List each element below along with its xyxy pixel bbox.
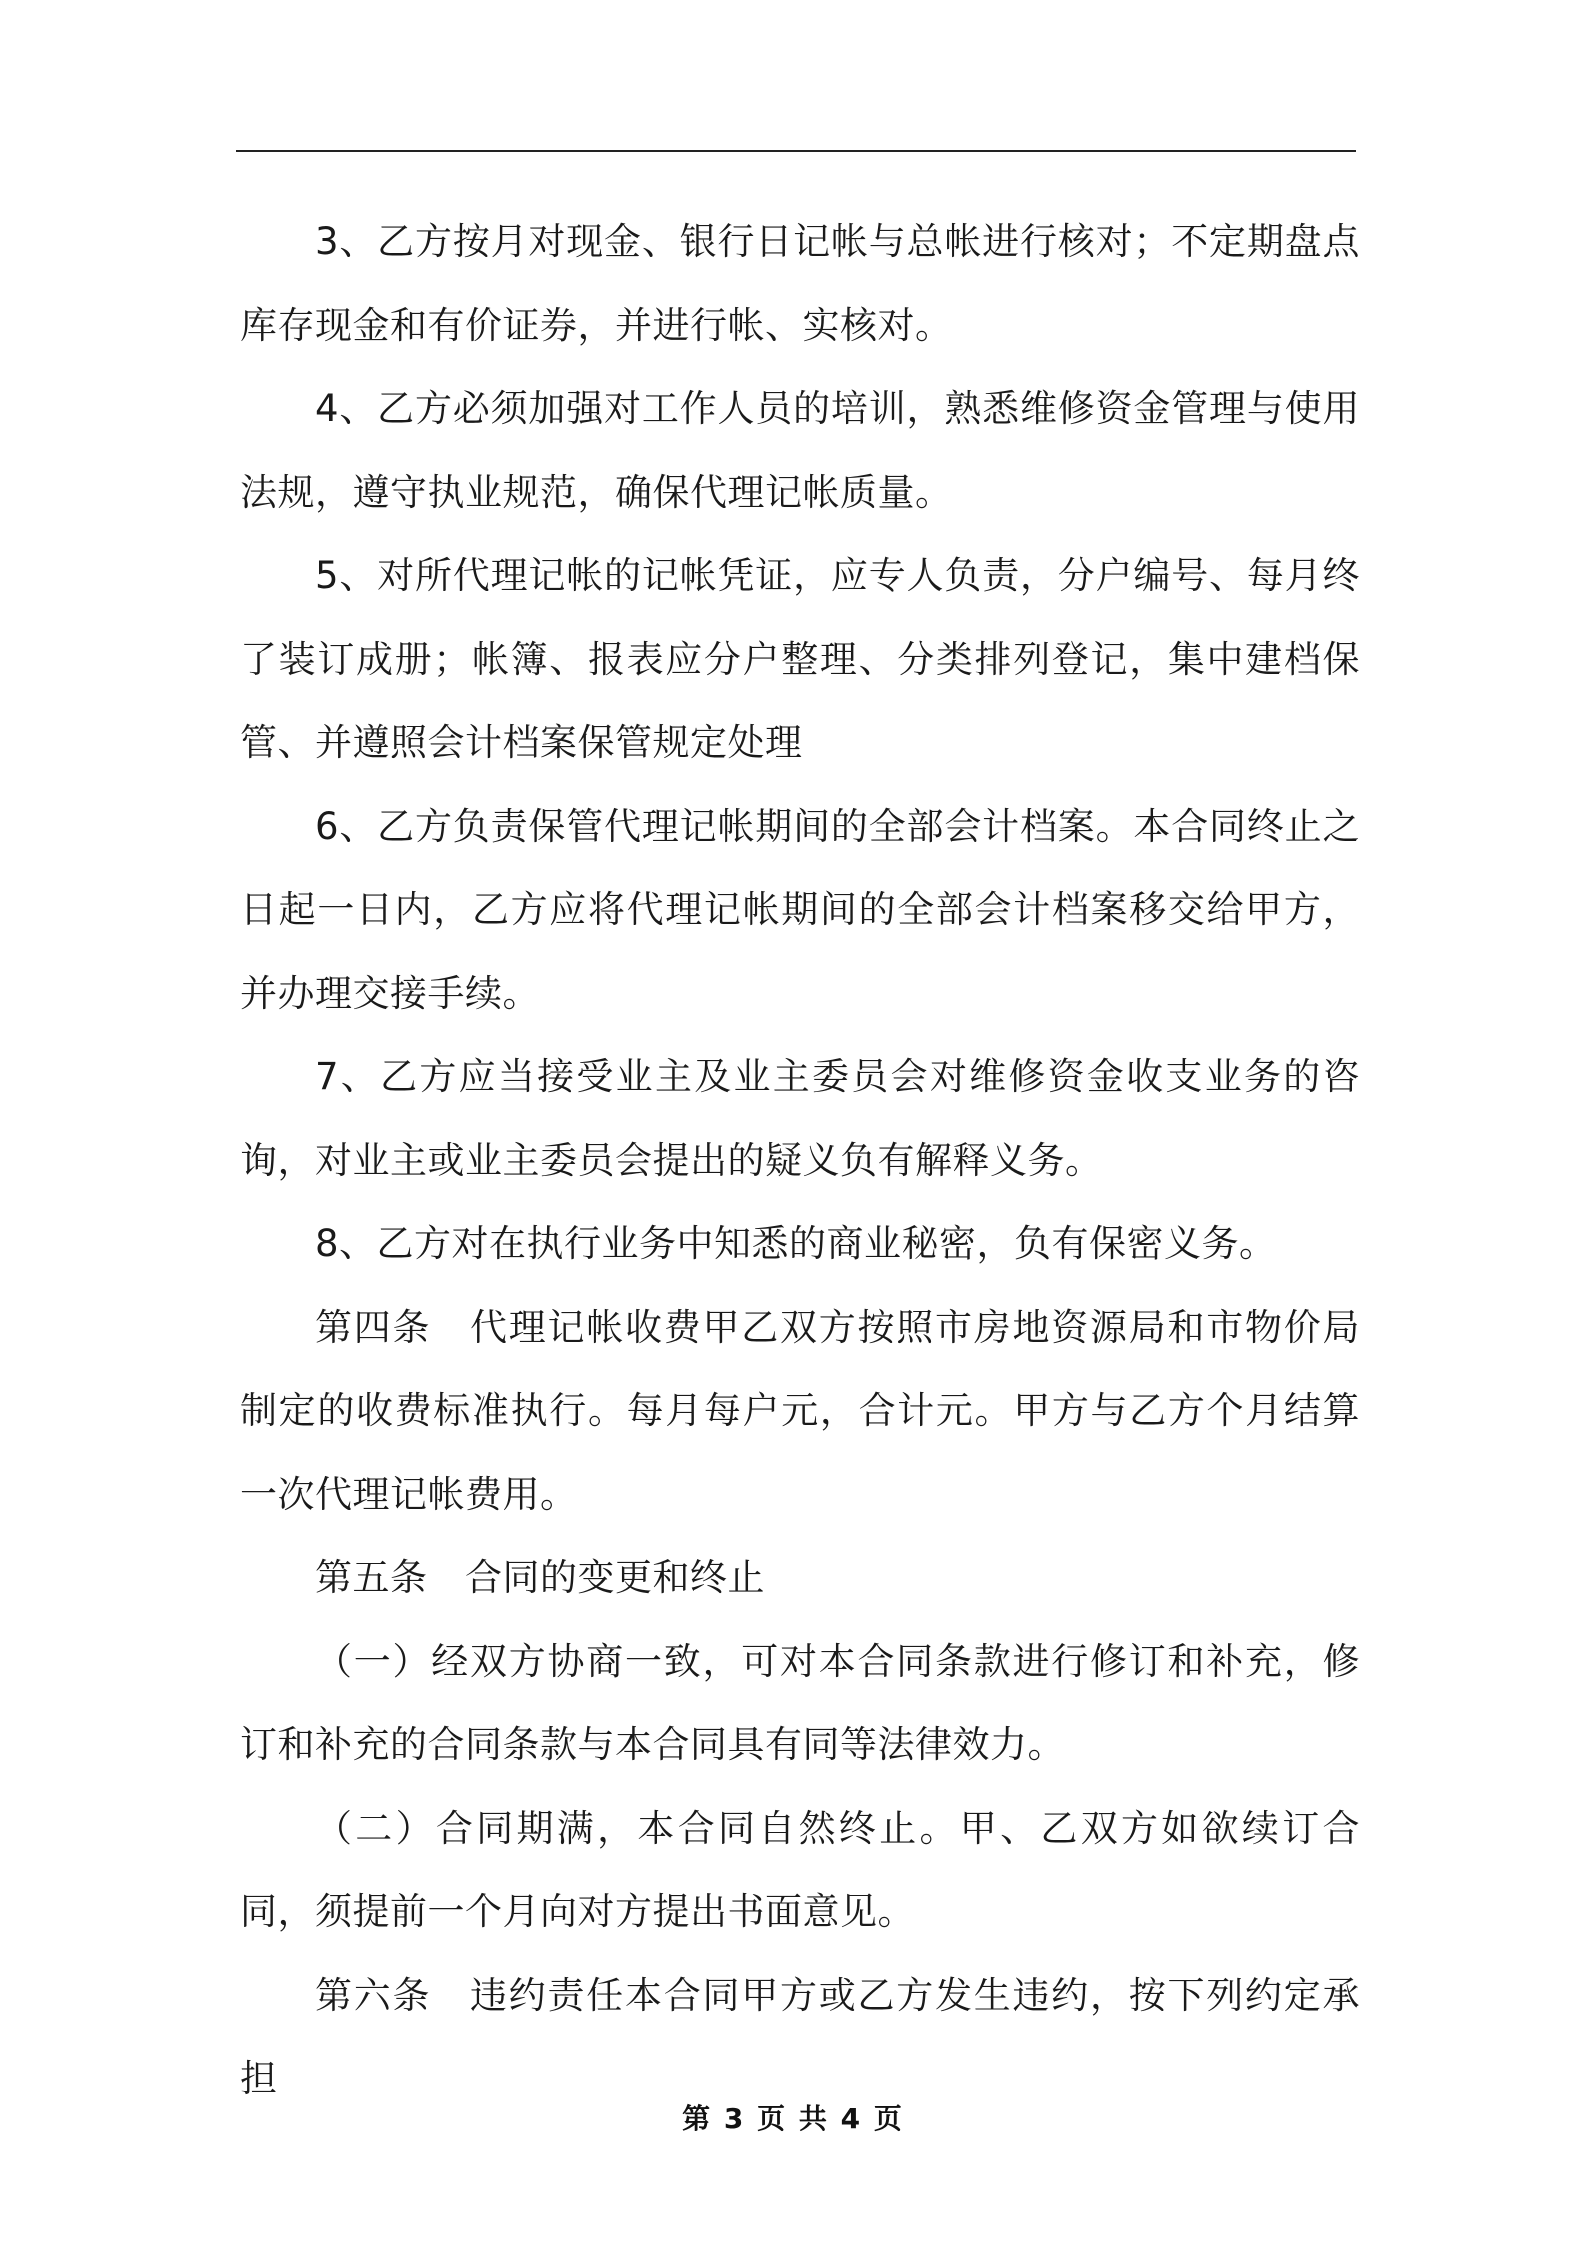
paragraph-clause-8: 8、乙方对在执行业务中知悉的商业秘密，负有保密义务。 (315, 1222, 1277, 1265)
paragraph-article-5-heading: 第五条 合同的变更和终止 (315, 1556, 765, 1599)
page-number-footer: 第 3 页 共 4 页 (682, 2102, 904, 2135)
paragraph-clause-4: 4、乙方必须加强对工作人员的培训，熟悉维修资金管理与使用法规，遵守执业规范，确保代理记帐质量。 (240, 387, 1360, 514)
document-body (240, 200, 1360, 2121)
paragraph-clause-7: 7、乙方应当接受业主及业主委员会对维修资金收支业务的咨询，对业主或业主委员会提出的疑义负有解释义务。 (240, 1055, 1360, 1182)
paragraph-clause-3: 3、乙方按月对现金、银行日记帐与总帐进行核对；不定期盘点库存现金和有价证券，并进行帐、实核对。 (240, 220, 1360, 347)
header-rule (236, 150, 1356, 152)
paragraph-clause-6: 6、乙方负责保管代理记帐期间的全部会计档案。本合同终止之日起一日内，乙方应将代理记帐期间的全部会计档案移交给甲方，并办理交接手续。 (240, 804, 1360, 1015)
paragraph-clause-5: 5、对所代理记帐的记帐凭证，应专人负责，分户编号、每月终了装订成册；帐簿、报表应分户整理、分类排列登记，集中建档保管、并遵照会计档案保管规定处理 (240, 554, 1360, 764)
paragraph-article-5-item-2: （二）合同期满，本合同自然终止。甲、乙双方如欲续订合同，须提前一个月向对方提出书面意见。 (240, 1806, 1360, 1933)
paragraph-article-5-item-1: （一）经双方协商一致，可对本合同条款进行修订和补充，修订和补充的合同条款与本合同具有同等法律效力。 (240, 1639, 1360, 1766)
paragraph-article-6: 第六条 违约责任本合同甲方或乙方发生违约，按下列约定承担 (240, 1973, 1360, 2100)
paragraph-article-4: 第四条 代理记帐收费甲乙双方按照市房地资源局和市物价局制定的收费标准执行。每月每户元，合计元。甲方与乙方个月结算一次代理记帐费用。 (240, 1305, 1360, 1516)
